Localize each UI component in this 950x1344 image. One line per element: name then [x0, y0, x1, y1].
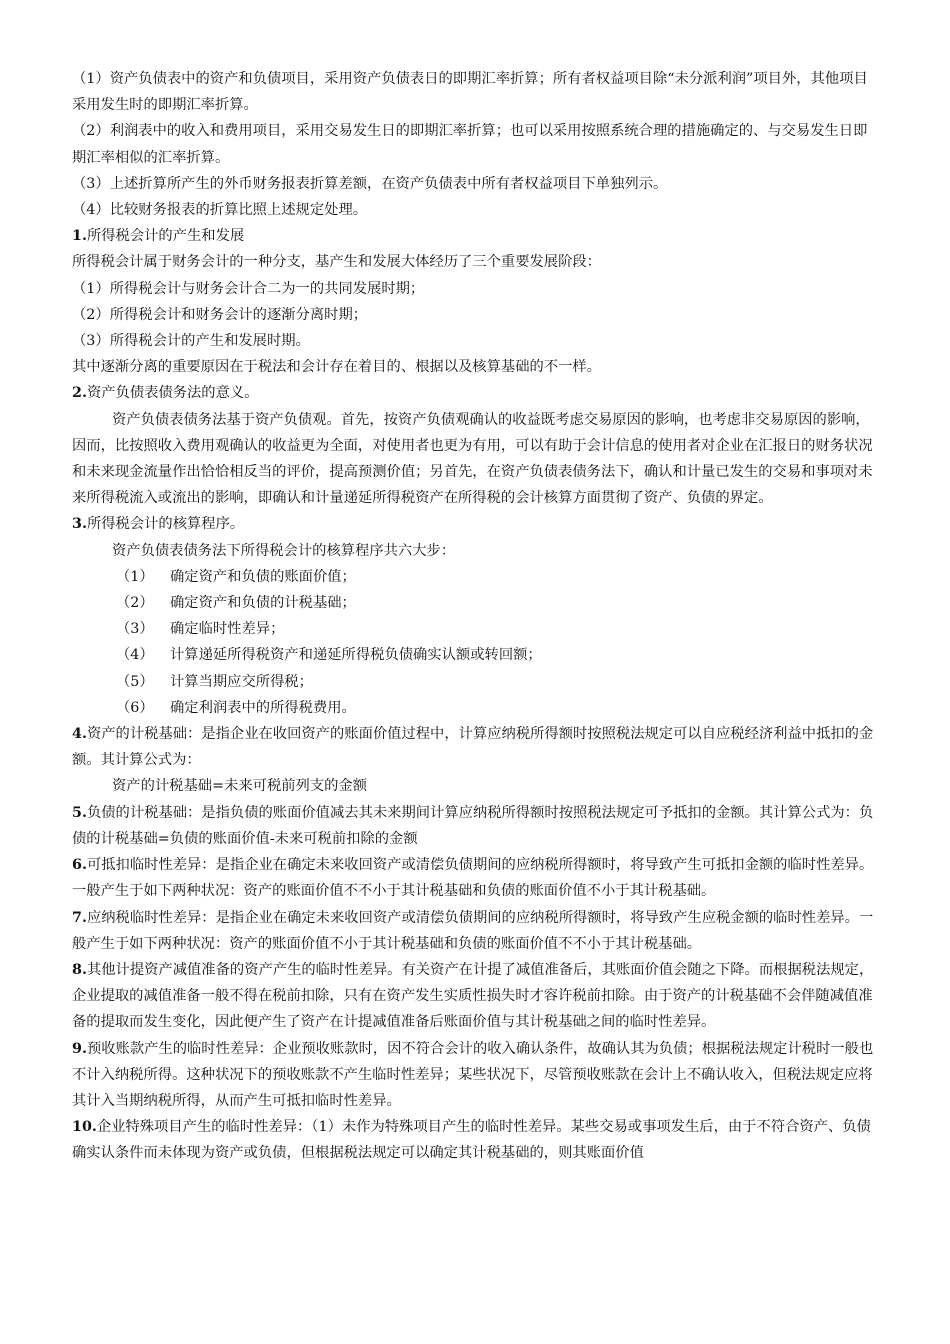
section-title: 所得税会计的产生和发展 — [86, 228, 245, 245]
paragraph-2: （2）利润表中的收入和费用项目，采用交易发生日的即期汇率折算；也可以采用按照系统合理的措施确定的、与交易发生日即期汇率相似的汇率折算。 — [72, 123, 868, 166]
step-item — [72, 642, 878, 668]
step-number: （1） — [116, 568, 154, 585]
step-item — [72, 616, 878, 642]
section-body: 负债的计税基础：是指负债的账面价值减去其未来期间计算应纳税所得额时按照税法规定可予抵扣的金额。其计算公式为：负债的计税基础=负债的账面价值-未来可税前扣除的金额 — [72, 804, 874, 847]
section-2-body: 资产负债表债务法基于资产负债观。首先，按资产负债观确认的收益既考虑交易原因的影响，也考虑非交易原因的影响，因而，比按照收入费用观确认的收益更为全面，对使用者也更为有用，可以有助于会计信息的使用者对企业在汇报日的财务状况和未来现金流量作出恰恰相反当的评价，提高预测价值；另首先，在资产负债表债务法下，确认和计量已发生的交易和事项对未来所得税流入或流出的影响，即确认和计量递延所得税资产在所得税的会计核算方面贯彻了资产、负债的界定。 — [72, 411, 873, 507]
step-number: （4） — [116, 647, 154, 664]
paragraph-1: （1）资产负债表中的资产和负债项目，采用资产负债表日的即期汇率折算；所有者权益项目除“未分派利润”项目外，其他项目采用发生时的即期汇率折算。 — [72, 71, 868, 114]
section-number: 3. — [72, 516, 87, 533]
step-text: 确定利润表中的所得税费用。 — [170, 699, 356, 716]
section-1-intro: 所得税会计属于财务会计的一种分支，基产生和发展大体经历了三个重要发展阶段： — [72, 254, 601, 271]
step-text: 确定资产和负债的计税基础； — [170, 595, 356, 612]
step-item — [72, 564, 878, 590]
step-item — [72, 590, 878, 616]
section-body: 其他计提资产减值准备的资产产生的临时性差异。有关资产在计提了减值准备后，其账面价值会随之下降。而根据税法规定，企业提取的减值准备一般不得在税前扣除，只有在资产发生实质性损失时才容许税前扣除。由于资产的计税基础不会伴随减值准备的提取而发生变化，因此便产生了资产在计提减值准备后账面价值与其计税基础之间的临时性差异。 — [72, 961, 874, 1031]
step-text: 计算当期应交所得税； — [170, 673, 313, 690]
section-3-heading — [72, 511, 878, 537]
section-number: 2. — [72, 385, 87, 402]
step-text: 确定资产和负债的账面价值； — [170, 568, 356, 585]
section-body: 企业特殊项目产生的临时性差异：（1）未作为特殊项目产生的临时性差异。某些交易或事项发生后，由于不符合资产、负债确实认条件而未体现为资产或负债，但根据税法规定可以确定其计税基础的，则其账面价值 — [72, 1119, 871, 1162]
section-body: 应纳税临时性差异：是指企业在确定未来收回资产或清偿负债期间的应纳税所得额时，将导致产生应税金额的临时性差异。一般产生于如下两种状况：资产的账面价值不小于其计税基础和负债的账面价值不不小于其计税基础。 — [72, 909, 874, 952]
section-1-item-a: （1）所得税会计与财务会计合二为一的共同发展时期； — [72, 280, 425, 297]
section-body: 可抵扣临时性差异：是指企业在确定未来收回资产或清偿负债期间的应纳税所得额时，将导致产生可抵扣金额的临时性差异。一般产生于如下两种状况：资产的账面价值不不小于其计税基础和负债的账面价值不小于其计税基础。 — [72, 857, 874, 900]
step-number: （3） — [116, 621, 154, 638]
section-1-heading — [72, 223, 878, 249]
section-number: 7. — [72, 909, 87, 926]
section-number: 4. — [72, 726, 87, 743]
section-title: 所得税会计的核算程序。 — [86, 516, 245, 533]
section-number: 10. — [72, 1119, 97, 1136]
document-body — [72, 66, 878, 1167]
section-8 — [72, 957, 878, 1036]
section-3-intro: 资产负债表债务法下所得税会计的核算程序共六大步： — [112, 542, 456, 559]
step-text: 确定临时性差异； — [170, 621, 285, 638]
section-number: 1. — [72, 228, 87, 245]
step-number: （6） — [116, 699, 154, 716]
section-body: 资产的计税基础：是指企业在收回资产的账面价值过程中，计算应纳税所得额时按照税法规定可以自应税经济利益中抵扣的金额。其计算公式为： — [72, 726, 874, 769]
section-7 — [72, 905, 878, 957]
section-title: 资产负债表债务法的意义。 — [86, 385, 259, 402]
section-1-item-c: （3）所得税会计的产生和发展时期。 — [72, 333, 310, 350]
paragraph-3: （3）上述折算所产生的外币财务报表折算差额，在资产负债表中所有者权益项目下单独列示。 — [72, 175, 668, 192]
section-number: 9. — [72, 1040, 87, 1057]
section-10 — [72, 1114, 878, 1166]
step-number: （2） — [116, 595, 154, 612]
section-4-formula: 资产的计税基础=未来可税前列支的金额 — [112, 778, 368, 795]
section-body: 预收账款产生的临时性差异：企业预收账款时，因不符合会计的收入确认条件，故确认其为负债；根据税法规定计税时一般也不计入纳税所得。这种状况下的预收账款不产生临时性差异；某些状况下，尽管预收账款在会计上不确认收入，但税法规定应将其计入当期纳税所得，从而产生可抵扣临时性差异。 — [72, 1040, 874, 1109]
section-number: 8. — [72, 961, 87, 978]
section-1-item-b: （2）所得税会计和财务会计的逐渐分离时期； — [72, 306, 368, 323]
paragraph-4: （4）比较财务报表的折算比照上述规定处理。 — [72, 202, 368, 219]
step-item — [72, 669, 878, 695]
section-9 — [72, 1036, 878, 1115]
section-5 — [72, 800, 878, 852]
section-number: 6. — [72, 857, 87, 874]
section-1-conclusion: 其中逐渐分离的重要原因在于税法和会计存在着目的、根据以及核算基础的不一样。 — [72, 359, 601, 376]
section-number: 5. — [72, 804, 87, 821]
step-number: （5） — [116, 673, 154, 690]
section-6 — [72, 852, 878, 904]
section-2-heading — [72, 380, 878, 406]
section-4 — [72, 721, 878, 773]
step-item — [72, 695, 878, 721]
step-text: 计算递延所得税资产和递延所得税负债确实认额或转回额； — [170, 647, 542, 664]
